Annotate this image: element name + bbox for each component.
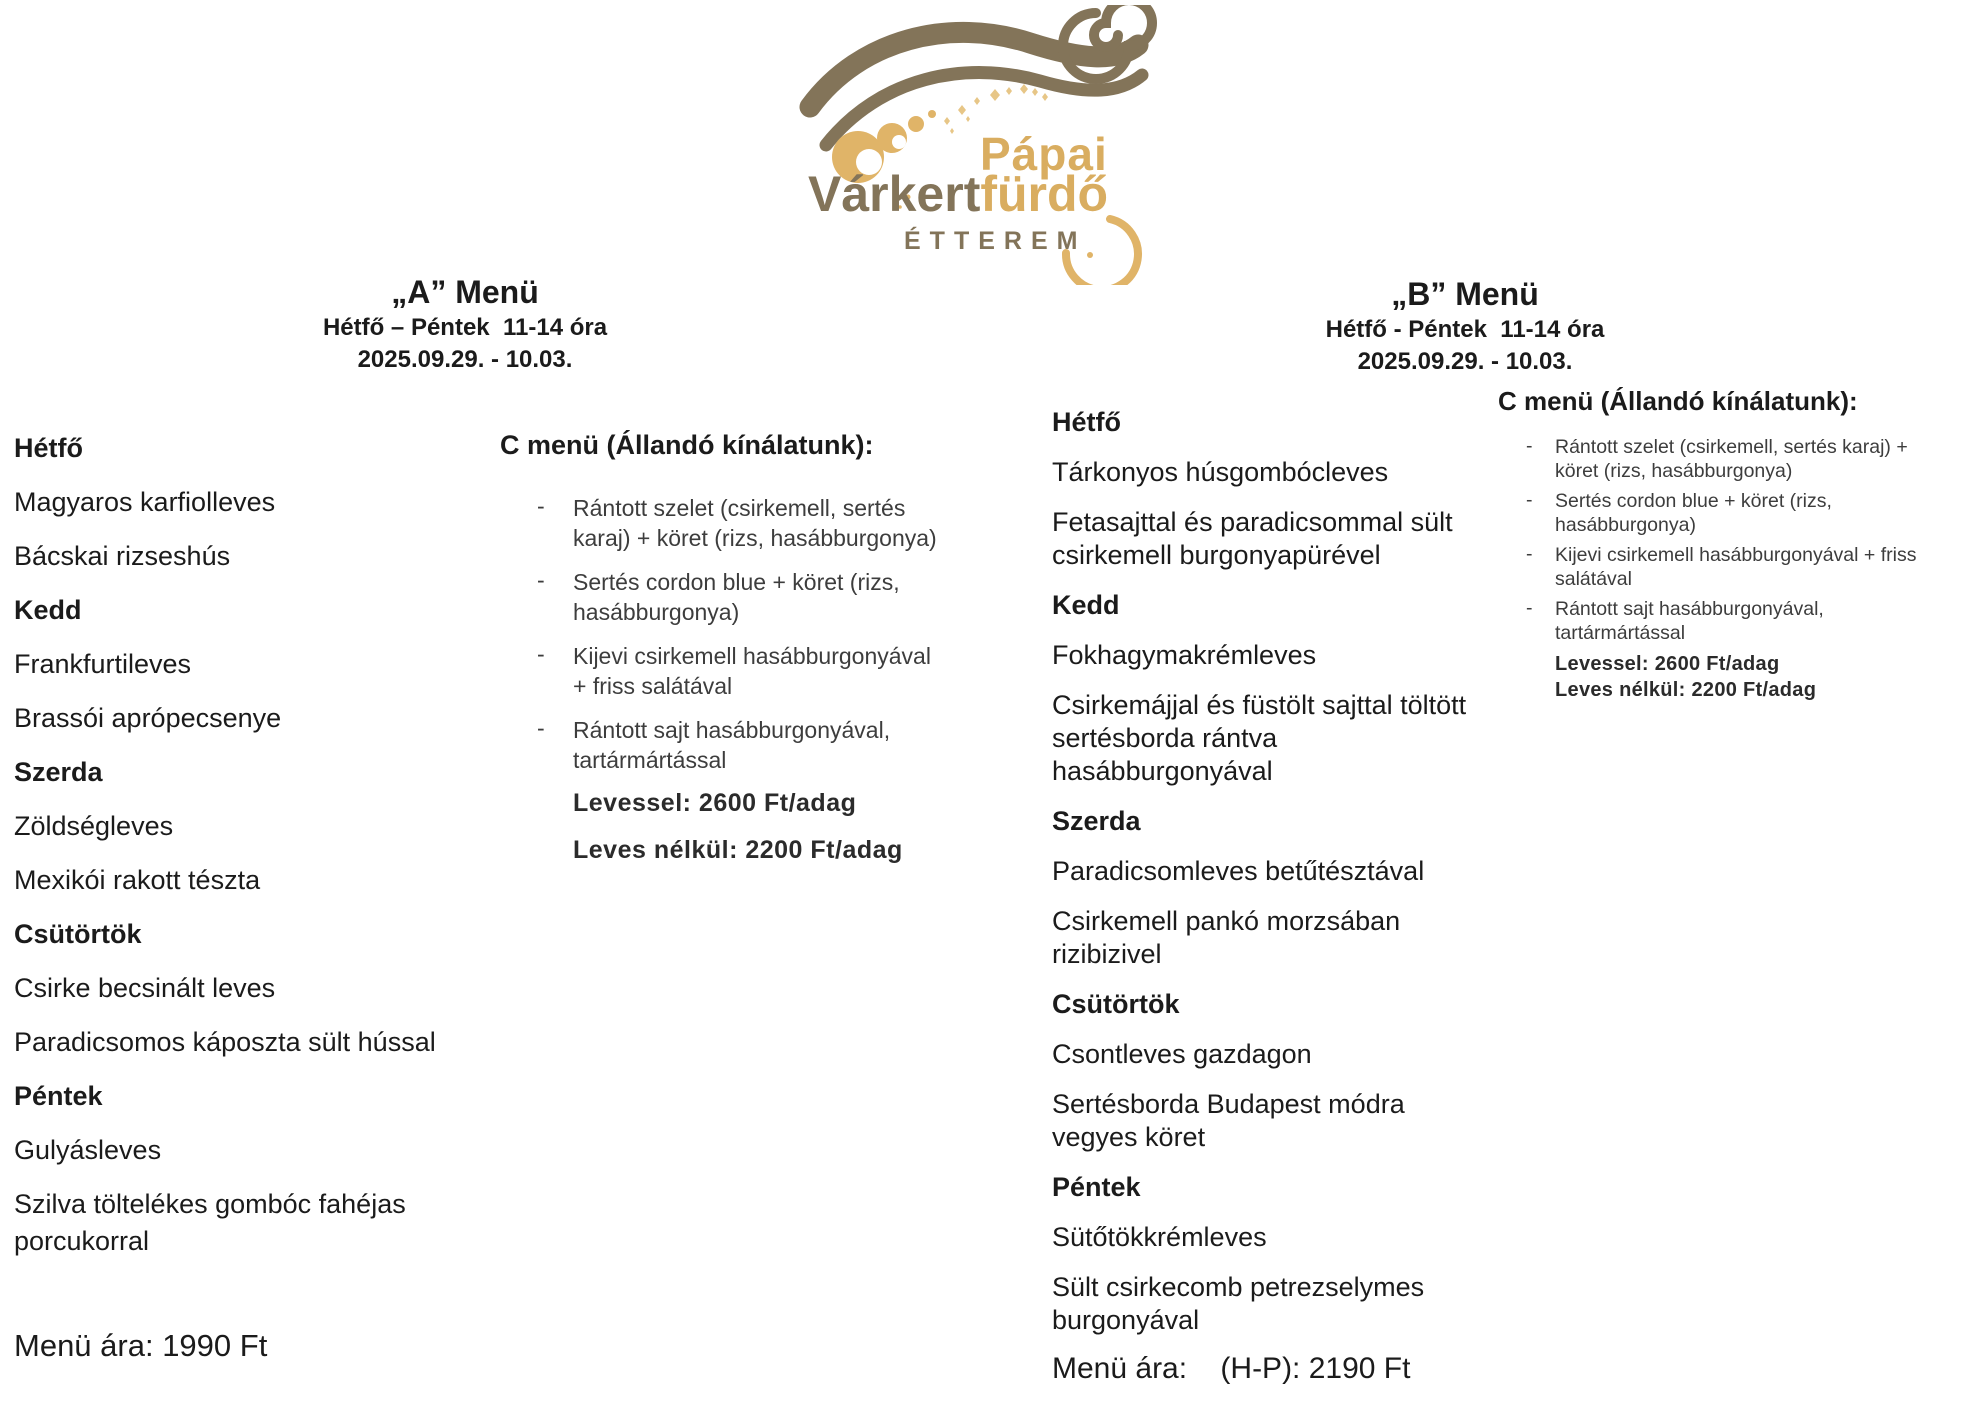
menu-a-header <box>240 272 690 376</box>
dish-item: Paradicsomos káposzta sült hússal <box>14 1027 436 1057</box>
dash-bullet: - <box>1526 435 1533 457</box>
menu-b-title: „B” Menü <box>1391 276 1539 312</box>
dish-item: Sütőtökkrémleves <box>1052 1222 1267 1252</box>
dash-bullet: - <box>1526 489 1533 511</box>
menu-c-item: - Kijevi csirkemell hasábburgonyával + friss salátával <box>537 641 938 699</box>
dish-item: Csontleves gazdagon <box>1052 1039 1312 1069</box>
menu-c-section-b <box>1498 386 1984 703</box>
menu-c-item: - Kijevi csirkemell hasábburgonyával + friss salátával <box>1526 543 1922 590</box>
dish-item: Mexikói rakott tészta <box>14 865 261 895</box>
menu-c-price-with-soup: Levessel: 2600 Ft/adag <box>573 789 857 817</box>
day-label: Csütörtök <box>14 919 142 949</box>
logo-brand-papai: Pápai <box>980 128 1108 180</box>
logo-brand-main <box>808 165 1108 223</box>
day-label: Hétfő <box>1052 407 1121 437</box>
dash-bullet: - <box>537 567 545 593</box>
logo-brand-varkert: Várkert <box>808 166 981 222</box>
dash-bullet: - <box>537 493 545 519</box>
day-label: Kedd <box>1052 590 1120 620</box>
menu-c-price-without-soup: Leves nélkül: 2200 Ft/adag <box>1555 679 1817 701</box>
day-label: Péntek <box>14 1081 103 1111</box>
logo-brand-etterem: ÉTTEREM <box>904 227 1087 255</box>
day-label: Péntek <box>1052 1172 1141 1202</box>
dish-item: Bácskai rizseshús <box>14 541 231 571</box>
dish-item: Magyaros karfiolleves <box>14 487 276 517</box>
menu-a-day-list <box>14 430 462 1277</box>
menu-c-section-a <box>500 430 965 865</box>
menu-c-item: - Rántott sajt hasábburgonyával, tartármártással <box>537 715 897 773</box>
dash-bullet: - <box>537 641 545 667</box>
menu-a-price: Menü ára: 1990 Ft <box>14 1328 268 1363</box>
dish-item: Csirke becsinált leves <box>14 973 276 1003</box>
menu-c-price-with-soup: Levessel: 2600 Ft/adag <box>1555 653 1780 675</box>
dish-item: Csirkemájjal és füstölt sajttal töltött sertésborda rántva hasábburgonyával <box>1052 690 1474 786</box>
restaurant-logo <box>780 5 1180 285</box>
dish-item: Zöldségleves <box>14 811 174 841</box>
dish-item: Csirkemell pankó morzsában rizibizivel <box>1052 906 1408 969</box>
day-label: Szerda <box>1052 806 1141 836</box>
menu-c-item: - Rántott sajt hasábburgonyával, tartármártással <box>1526 597 1830 644</box>
menu-b-hours: Hétfő - Péntek 11-14 óra <box>1325 316 1605 343</box>
menu-c-item: - Sertés cordon blue + köret (rizs, hasábburgonya) <box>1526 489 1838 536</box>
menu-c-item: - Rántott szelet (csirkemell, sertés karaj) + köret (rizs, hasábburgonya) <box>537 493 937 551</box>
day-label: Szerda <box>14 757 103 787</box>
dish-item: Gulyásleves <box>14 1135 162 1165</box>
dish-item: Fokhagymakrémleves <box>1052 640 1317 670</box>
dish-item: Sült csirkecomb petrezselymes burgonyával <box>1052 1272 1432 1335</box>
menu-c-item: - Rántott szelet (csirkemell, sertés karaj) + köret (rizs, hasábburgonya) <box>1526 435 1914 482</box>
menu-c-title: C menü (Állandó kínálatunk): <box>500 430 874 460</box>
menu-a-title: „A” Menü <box>391 274 539 310</box>
menu-b-day-list <box>1052 406 1484 1354</box>
dish-item: Sertésborda Budapest módra vegyes köret <box>1052 1089 1413 1152</box>
dash-bullet: - <box>537 715 545 741</box>
logo-brand-furdo: fürdő <box>980 166 1109 222</box>
menu-a-hours: Hétfő – Péntek 11-14 óra <box>322 314 608 341</box>
menu-a-dates: 2025.09.29. - 10.03. <box>357 346 573 373</box>
day-label: Kedd <box>14 595 82 625</box>
dish-item: Fetasajttal és paradicsommal sült csirkemell burgonyapürével <box>1052 507 1461 570</box>
dash-bullet: - <box>1526 597 1533 619</box>
dish-item: Brassói aprópecsenye <box>14 703 282 733</box>
menu-c-price-without-soup: Leves nélkül: 2200 Ft/adag <box>573 836 903 864</box>
menu-c-item: - Sertés cordon blue + köret (rizs, hasábburgonya) <box>537 567 907 625</box>
menu-c-title: C menü (Állandó kínálatunk): <box>1498 386 1858 416</box>
menu-b-header <box>1240 274 1690 378</box>
day-label: Hétfő <box>14 433 83 463</box>
day-label: Csütörtök <box>1052 989 1180 1019</box>
menu-b-dates: 2025.09.29. - 10.03. <box>1357 348 1573 375</box>
menu-b-price: Menü ára: (H-P): 2190 Ft <box>1052 1352 1411 1385</box>
dash-bullet: - <box>1526 543 1533 565</box>
dish-item: Frankfurtileves <box>14 649 192 679</box>
dish-item: Tárkonyos húsgombócleves <box>1052 457 1389 487</box>
dish-item: Paradicsomleves betűtésztával <box>1052 856 1425 886</box>
dish-item: Szilva töltelékes gombóc fahéjas porcukorral <box>14 1189 414 1256</box>
